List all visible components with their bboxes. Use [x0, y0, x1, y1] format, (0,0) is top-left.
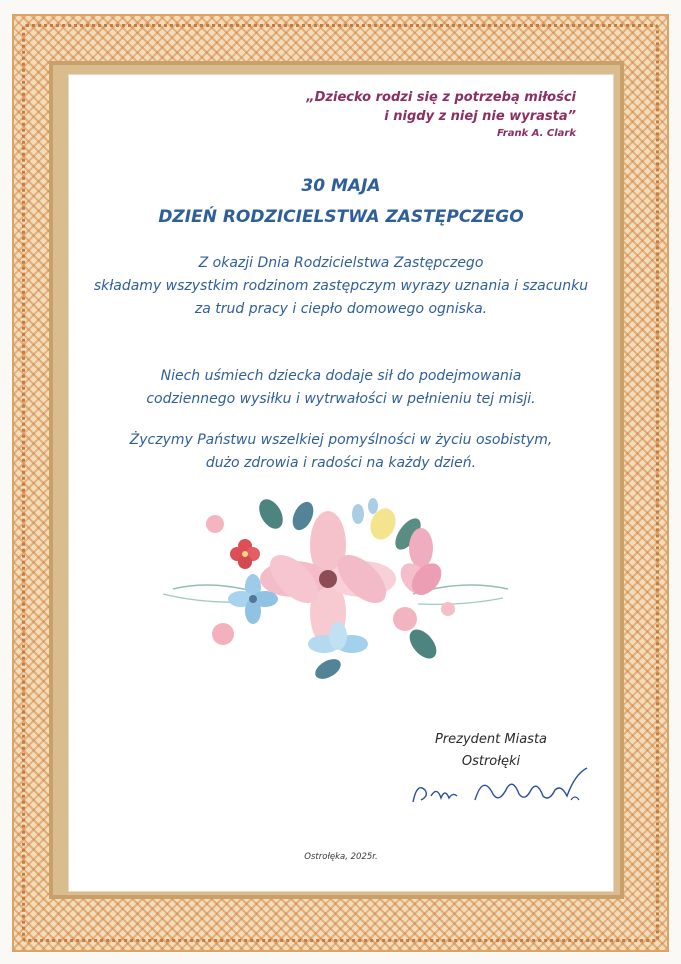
certificate-content	[68, 74, 614, 892]
signatory-city: Ostrołęki	[461, 754, 521, 769]
handwritten-signature-icon	[403, 764, 603, 814]
paragraph-line: składamy wszystkim rodzinom zastępczym wyrazy uznania i szacunku	[93, 278, 589, 294]
paragraph-line: dużo zdrowia i radości na każdy dzień.	[205, 455, 477, 471]
epigraph-quote	[306, 88, 576, 141]
title-date: 30 MAJA	[301, 176, 381, 196]
title-occasion: DZIEŃ RODZICIELSTWA ZASTĘPCZEGO	[158, 207, 524, 227]
paragraph-line: za trud pracy i ciepło domowego ogniska.	[194, 301, 488, 317]
quote-author: Frank A. Clark	[497, 128, 576, 139]
watercolor-flower-bouquet-icon	[153, 494, 523, 684]
paragraph-greeting	[68, 252, 614, 321]
place-and-date: Ostrołęka, 2025r.	[304, 852, 378, 862]
quote-line-2: i nigdy z niej nie wyrasta”	[384, 109, 576, 124]
paragraph-wish	[68, 365, 614, 411]
quote-line-1: „Dziecko rodzi się z potrzebą miłości	[306, 90, 576, 105]
paragraph-closing	[68, 429, 614, 475]
paragraph-line: codziennego wysiłku i wytrwałości w pełnieniu tej misji.	[146, 391, 536, 407]
paragraph-line: Niech uśmiech dziecka dodaje sił do podejmowania	[160, 368, 522, 384]
signatory-title: Prezydent Miasta	[434, 732, 548, 747]
paragraph-line: Życzymy Państwu wszelkiej pomyślności w życiu osobistym,	[129, 432, 553, 448]
paragraph-line: Z okazji Dnia Rodzicielstwa Zastępczego	[198, 255, 484, 271]
